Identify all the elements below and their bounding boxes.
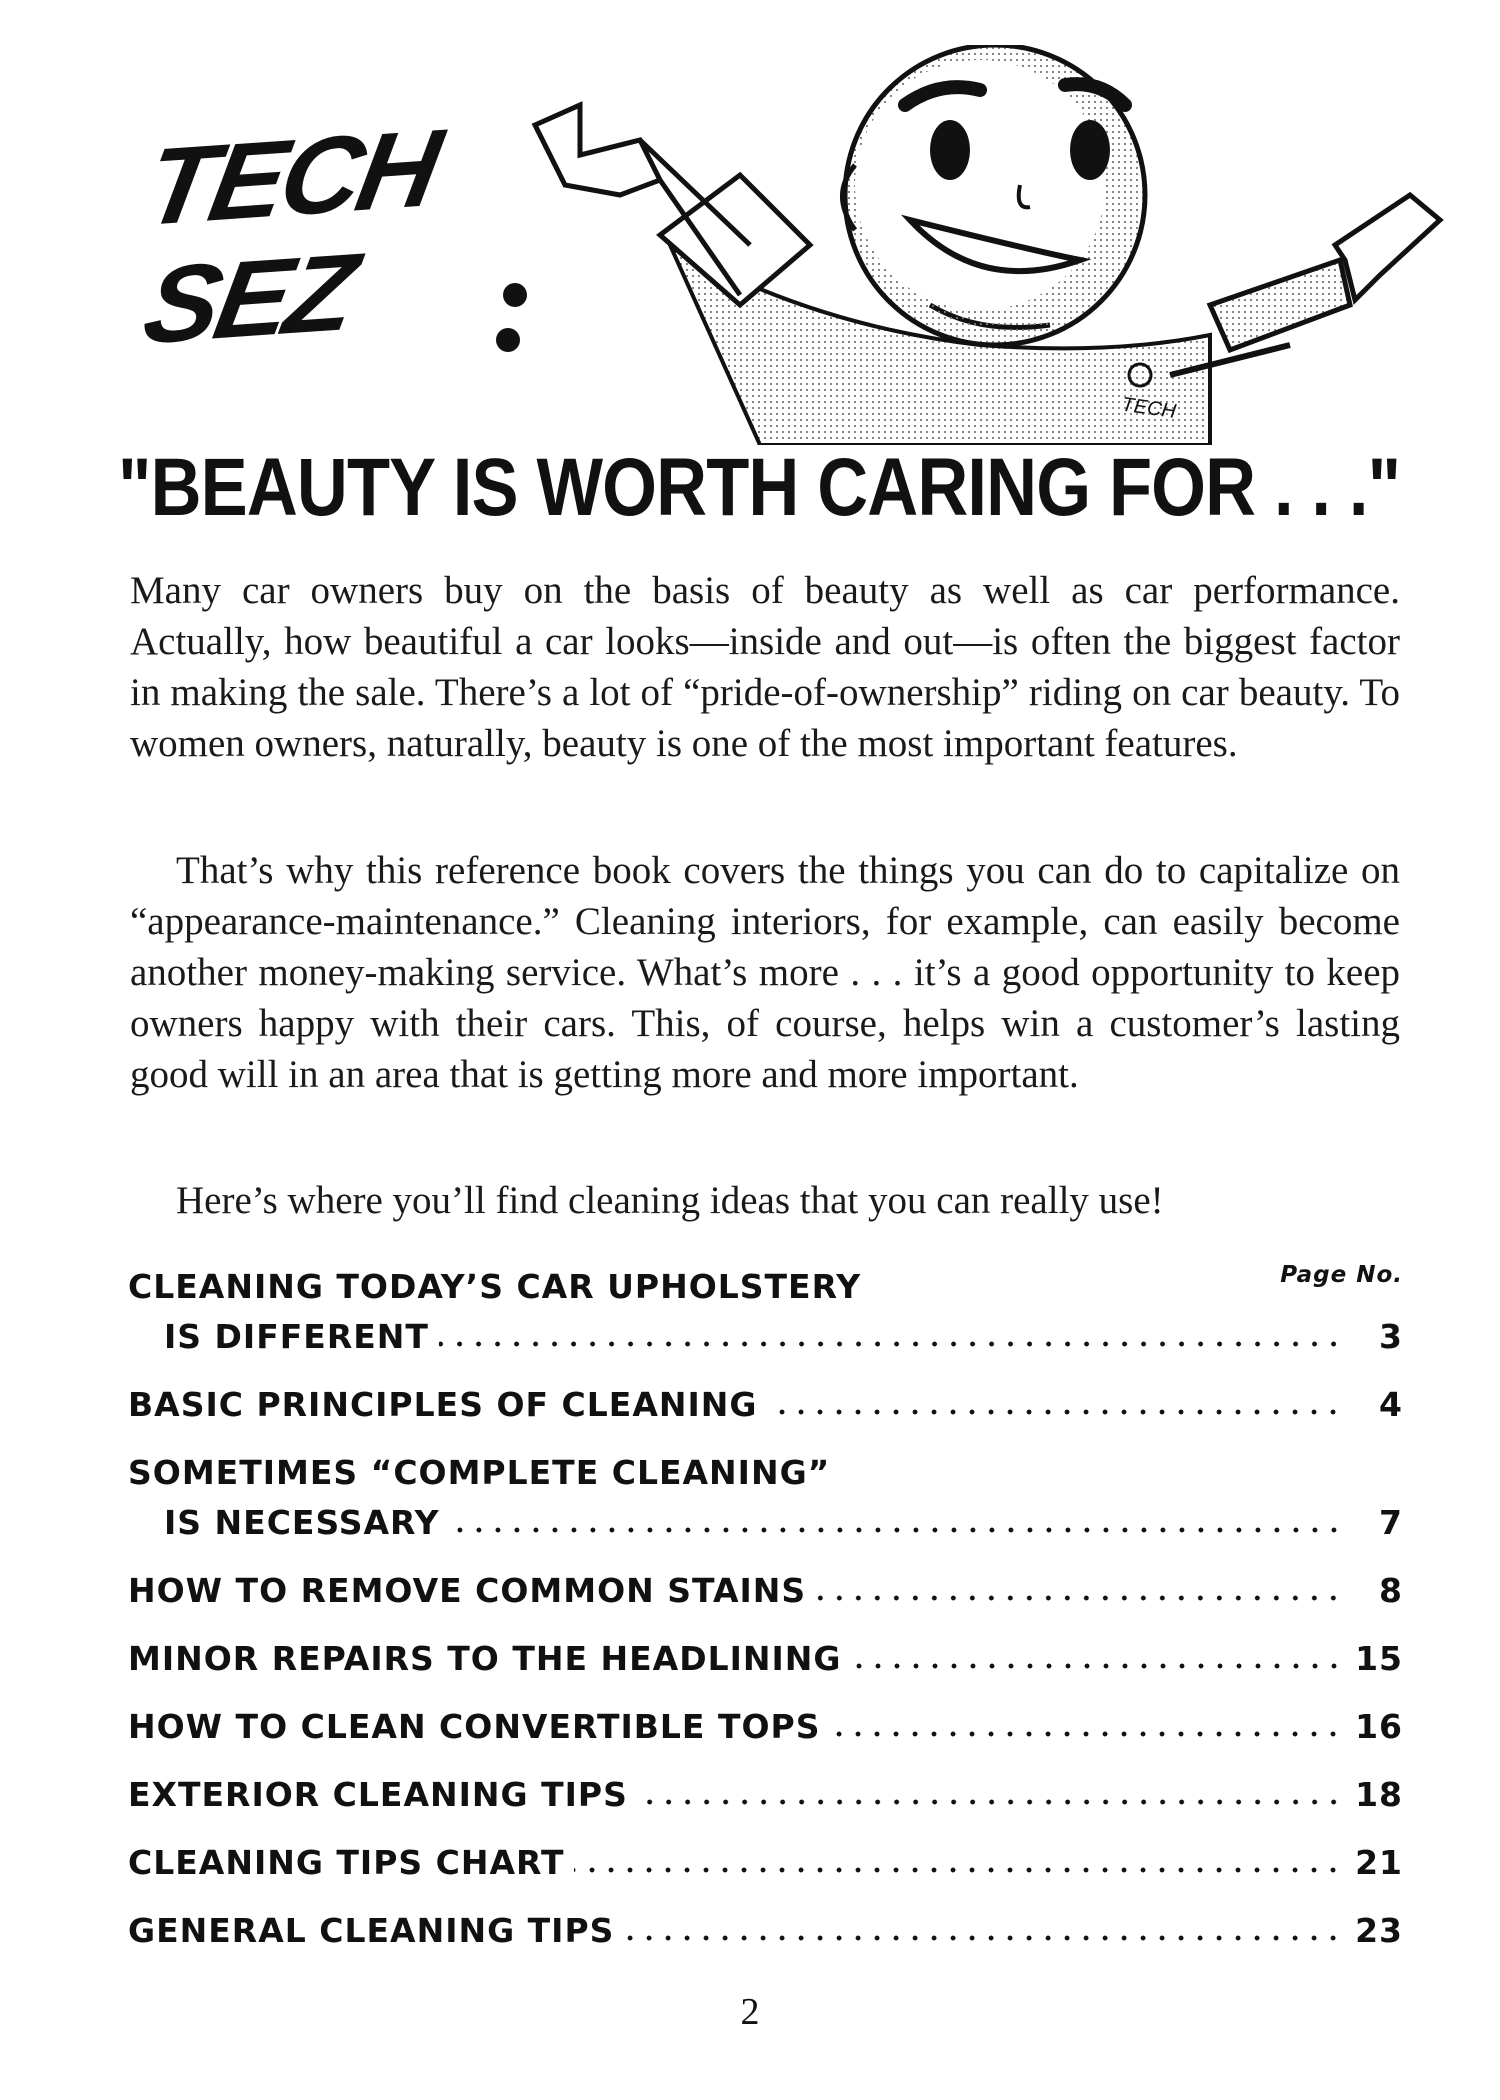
toc-entry-title: SOMETIMES “COMPLETE CLEANING” — [128, 1453, 831, 1492]
toc-entry-page: 21 — [1355, 1843, 1403, 1882]
page-number-column-header: Page No. — [1280, 1262, 1403, 1288]
toc-entry-page: 23 — [1355, 1911, 1403, 1950]
logo-line-1: TECH — [136, 106, 447, 249]
intro-paragraph: Many car owners buy on the basis of beauty as well as car performance. Actually, how beautiful a car looks—inside and out—is often the biggest factor in making the sale. There’s a lot of “pride-of-ownership” riding on car beauty. To women owners, naturally, beauty is one of the most important features. — [130, 569, 1400, 765]
toc-entry-page: 4 — [1379, 1385, 1403, 1424]
toc-entry[interactable] — [128, 1634, 1403, 1684]
toc-entry[interactable] — [128, 1380, 1403, 1430]
toc-entry[interactable] — [128, 1838, 1403, 1888]
toc-entry-title: BASIC PRINCIPLES OF CLEANING — [128, 1385, 758, 1424]
dot-leader — [450, 1526, 1343, 1534]
dot-leader — [624, 1934, 1343, 1942]
toc-entry-title-continued: IS DIFFERENT — [164, 1317, 429, 1356]
toc-entry[interactable] — [128, 1906, 1403, 1956]
lead-in-paragraph: Here’s where you’ll find cleaning ideas that you can really use! — [176, 1179, 1164, 1222]
toc-entry-title: HOW TO CLEAN CONVERTIBLE TOPS — [128, 1707, 821, 1746]
headline: "BEAUTY IS WORTH CARING FOR . . ." — [118, 442, 1401, 533]
dot-leader — [852, 1662, 1344, 1670]
toc-entry-page: 18 — [1355, 1775, 1403, 1814]
mascot-left-hand — [535, 105, 660, 195]
toc-entry-title: CLEANING TIPS CHART — [128, 1843, 565, 1882]
logo-line-2: SEZ — [135, 230, 363, 368]
toc-entry-title-continued: IS NECESSARY — [164, 1503, 440, 1542]
toc-entry-title: EXTERIOR CLEANING TIPS — [128, 1775, 628, 1814]
toc-entry-title: MINOR REPAIRS TO THE HEADLINING — [128, 1639, 842, 1678]
page-number: 2 — [740, 1991, 760, 2033]
toc-entry[interactable] — [128, 1448, 1403, 1548]
dot-leader — [638, 1798, 1343, 1806]
body-paragraph: That’s why this reference book covers the things you can do to capitalize on “appearance-maintenance.” Cleaning interiors, for example, can easily become another money-making service. What’s more . . . it’s a good opportunity to keep owners happy with their cars. This, of course, helps win a customer’s lasting good will in an area that is getting more and more important. — [130, 849, 1400, 1096]
toc-entry-title: GENERAL CLEANING TIPS — [128, 1911, 615, 1950]
tech-mascot-illustration — [510, 45, 1450, 445]
mascot-badge-text: TECH — [1120, 393, 1178, 423]
toc-entry-page: 8 — [1379, 1571, 1403, 1610]
dot-leader — [816, 1594, 1343, 1602]
toc-entry[interactable] — [128, 1262, 1403, 1362]
toc-entry-page: 7 — [1379, 1503, 1403, 1542]
dot-leader — [830, 1730, 1343, 1738]
toc-entry-page: 3 — [1379, 1317, 1403, 1356]
toc-entry[interactable] — [128, 1702, 1403, 1752]
toc-entry[interactable] — [128, 1770, 1403, 1820]
toc-entry-title: CLEANING TODAY’S CAR UPHOLSTERY — [128, 1267, 862, 1306]
mascot-right-arm — [1210, 260, 1350, 350]
toc-entry-page: 15 — [1355, 1639, 1403, 1678]
mascot-right-hand — [1335, 195, 1440, 300]
mascot-right-eye — [1070, 120, 1110, 180]
dot-leader — [574, 1866, 1343, 1874]
dot-leader — [439, 1340, 1343, 1348]
table-of-contents — [128, 1262, 1403, 1956]
toc-entry[interactable] — [128, 1566, 1403, 1616]
mascot-left-eye — [930, 120, 970, 180]
toc-entry-title: HOW TO REMOVE COMMON STAINS — [128, 1571, 807, 1610]
tech-sez-logo — [120, 95, 550, 395]
dot-leader — [767, 1408, 1343, 1416]
toc-entry-page: 16 — [1355, 1707, 1403, 1746]
